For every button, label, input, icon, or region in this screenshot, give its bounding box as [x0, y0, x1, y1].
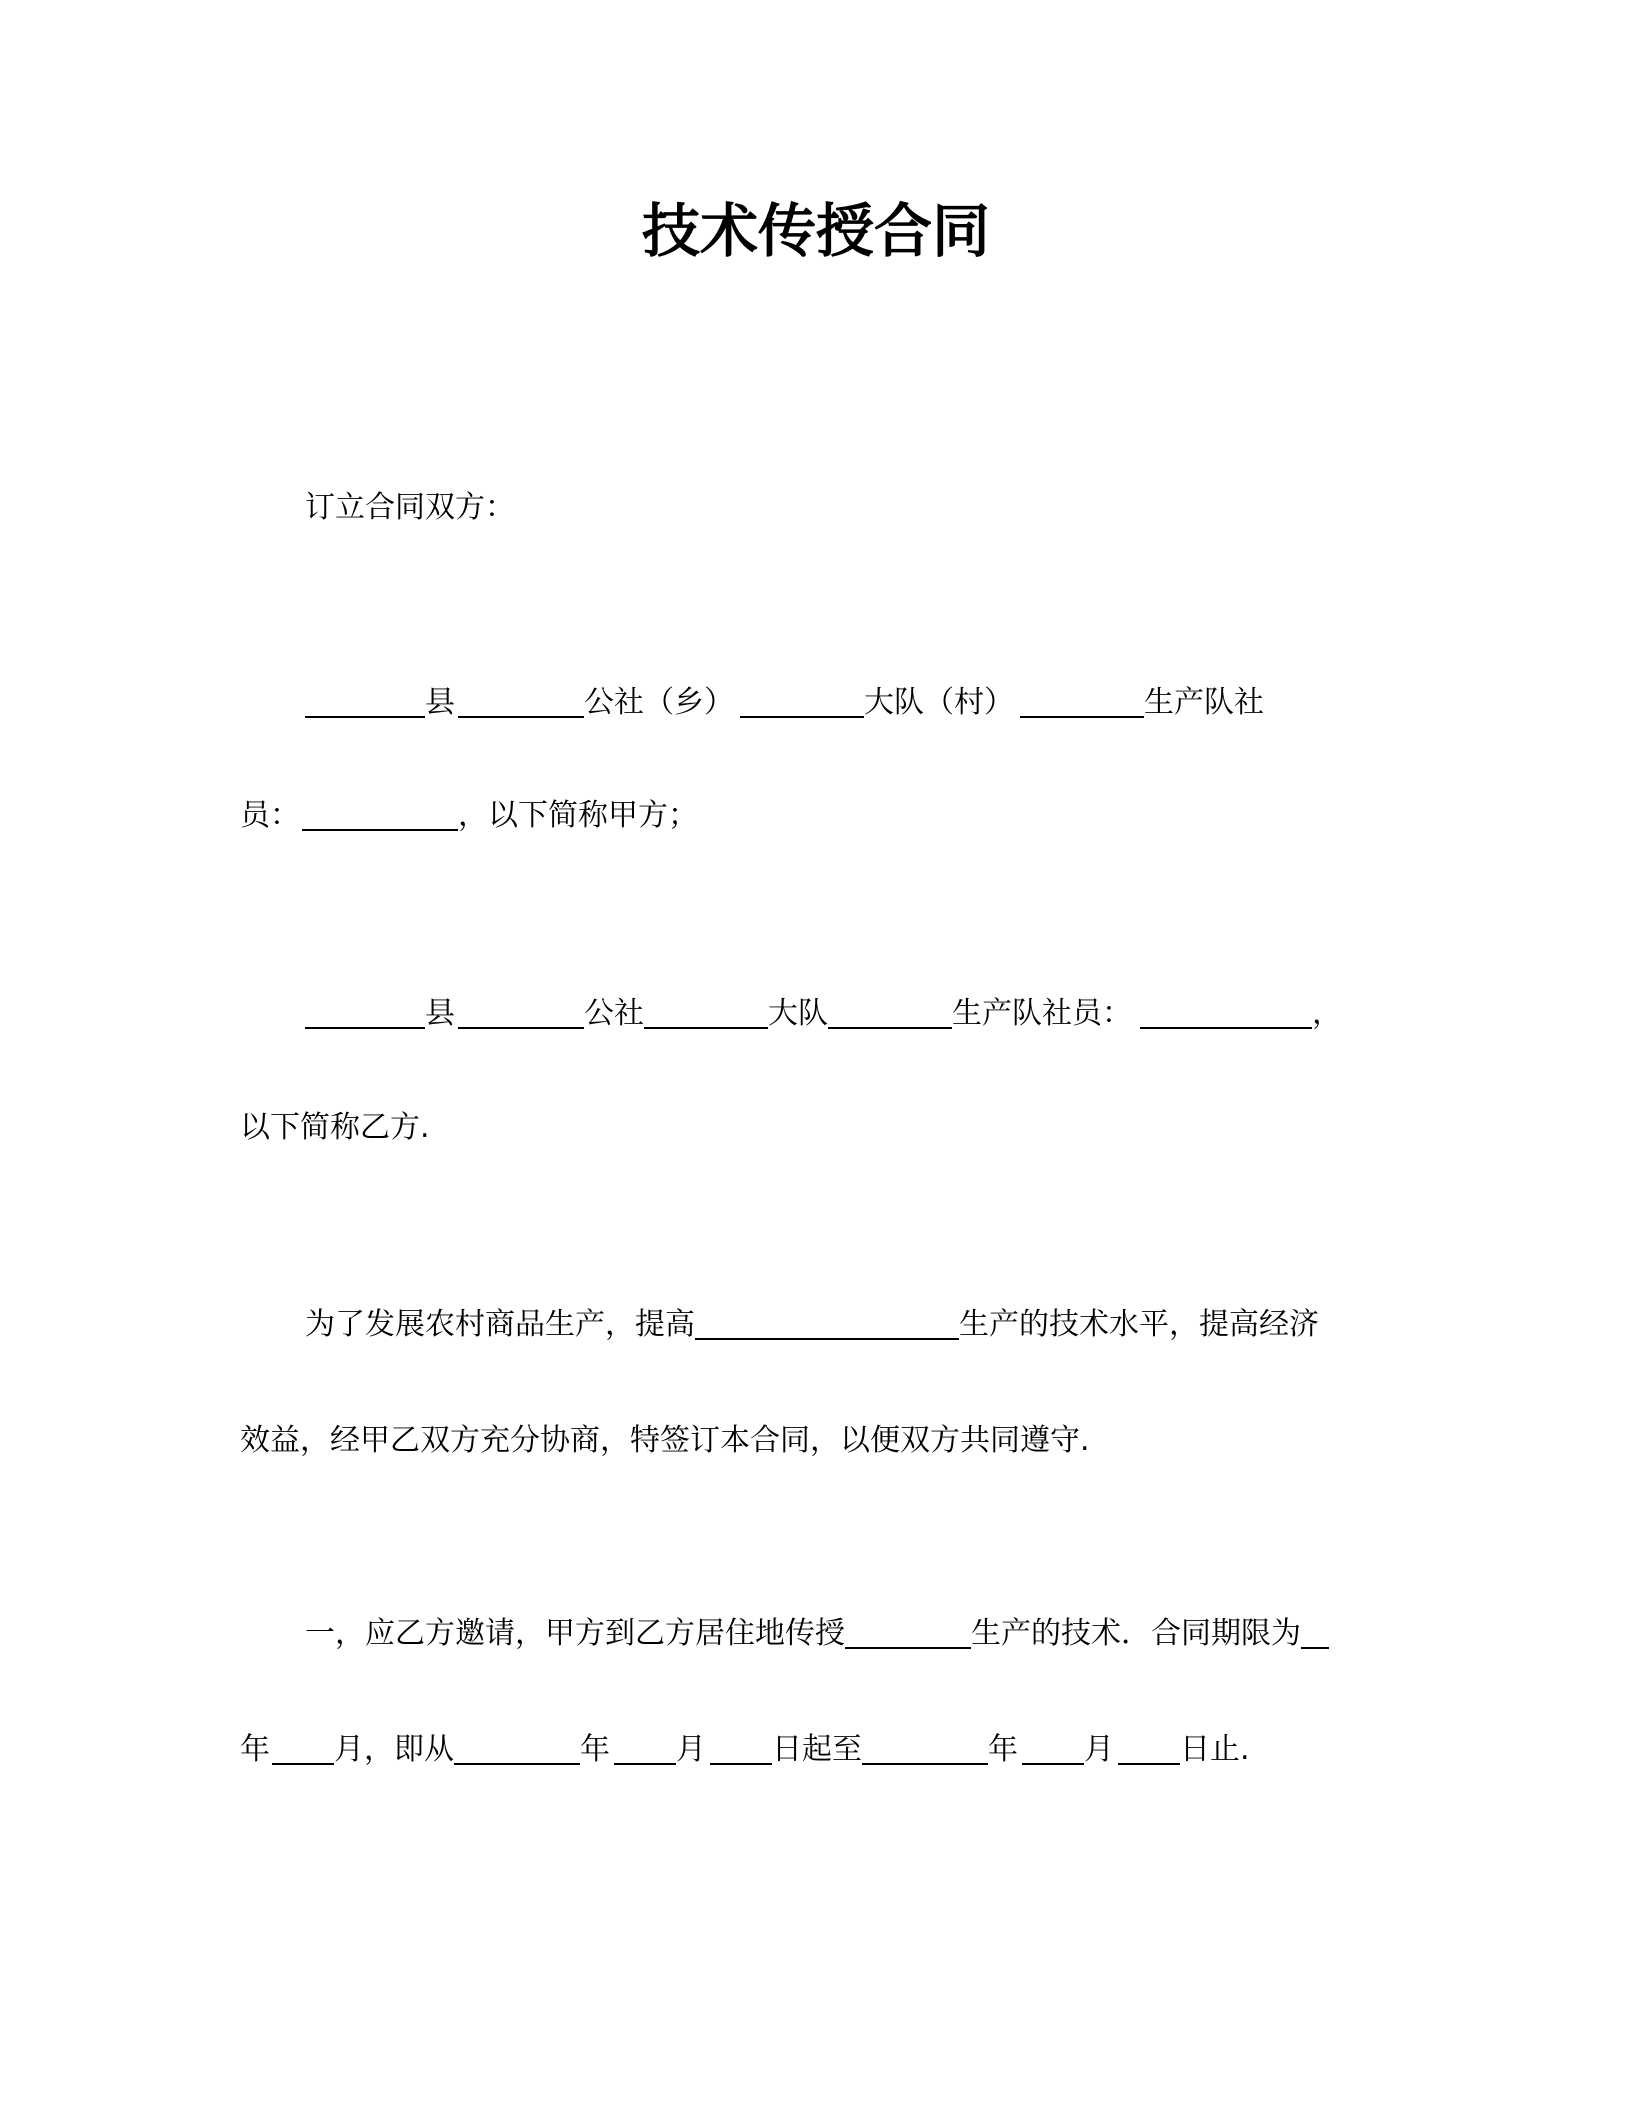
parties-intro: 订立合同双方：: [305, 490, 515, 525]
label-party-a: ，以下简称甲方；: [458, 798, 698, 833]
county-blank-b[interactable]: [305, 997, 425, 1029]
clause1-line2: [240, 1730, 1250, 1770]
team-blank-a[interactable]: [1020, 686, 1144, 718]
purpose-line1: [305, 1305, 1319, 1345]
commune-blank-a[interactable]: [458, 686, 584, 718]
label-start-month: 月: [676, 1732, 706, 1767]
label-end-year: 年: [988, 1732, 1018, 1767]
end-month-blank[interactable]: [1022, 1733, 1084, 1765]
label-commune-b: 公社: [584, 996, 644, 1031]
document-title: 技术传授合同: [641, 197, 990, 265]
clause1-text-2: 生产的技术．合同期限为: [971, 1616, 1301, 1651]
end-year-blank[interactable]: [862, 1733, 988, 1765]
clause1-text-1: 一，应乙方邀请，甲方到乙方居住地传授: [305, 1616, 845, 1651]
label-team-member-b: 生产队社员：: [952, 996, 1132, 1031]
member-name-blank-b[interactable]: [1140, 997, 1312, 1029]
member-name-blank-a[interactable]: [302, 799, 458, 831]
party-b-line1: [305, 994, 1342, 1034]
term-years-blank[interactable]: [1301, 1617, 1329, 1649]
label-comma-b: ，: [1312, 996, 1342, 1031]
label-start-year: 年: [580, 1732, 610, 1767]
label-county: 县: [425, 685, 455, 720]
label-end-month: 月: [1084, 1732, 1114, 1767]
end-day-blank[interactable]: [1118, 1733, 1180, 1765]
label-team: 生产队社: [1144, 685, 1264, 720]
label-commune: 公社（乡）: [584, 685, 734, 720]
term-months-blank[interactable]: [272, 1733, 334, 1765]
purpose-text-1: 为了发展农村商品生产，提高: [305, 1307, 695, 1342]
label-brigade-b: 大队: [768, 996, 828, 1031]
label-start-day: 日起至: [772, 1732, 862, 1767]
brigade-blank-b[interactable]: [644, 997, 768, 1029]
commune-blank-b[interactable]: [458, 997, 584, 1029]
party-a-line1: [305, 683, 1264, 723]
label-county-b: 县: [425, 996, 455, 1031]
party-b-line2: 以下简称乙方.: [240, 1110, 430, 1145]
brigade-blank-a[interactable]: [740, 686, 864, 718]
label-brigade: 大队（村）: [864, 685, 1014, 720]
purpose-line2: 效益，经甲乙双方充分协商，特签订本合同，以便双方共同遵守.: [240, 1423, 1090, 1458]
start-month-blank[interactable]: [614, 1733, 676, 1765]
label-end-day: 日止.: [1180, 1732, 1250, 1767]
team-blank-b[interactable]: [828, 997, 952, 1029]
party-a-line2: [240, 796, 698, 836]
purpose-text-2: 生产的技术水平，提高经济: [959, 1307, 1319, 1342]
technique-blank[interactable]: [845, 1617, 971, 1649]
clause1-line1: [305, 1614, 1329, 1654]
production-field-blank[interactable]: [695, 1308, 959, 1340]
label-month-from: 月，即从: [334, 1732, 454, 1767]
start-year-blank[interactable]: [454, 1733, 580, 1765]
label-member-a: 员：: [240, 798, 300, 833]
start-day-blank[interactable]: [710, 1733, 772, 1765]
county-blank-a[interactable]: [305, 686, 425, 718]
label-year: 年: [240, 1732, 270, 1767]
